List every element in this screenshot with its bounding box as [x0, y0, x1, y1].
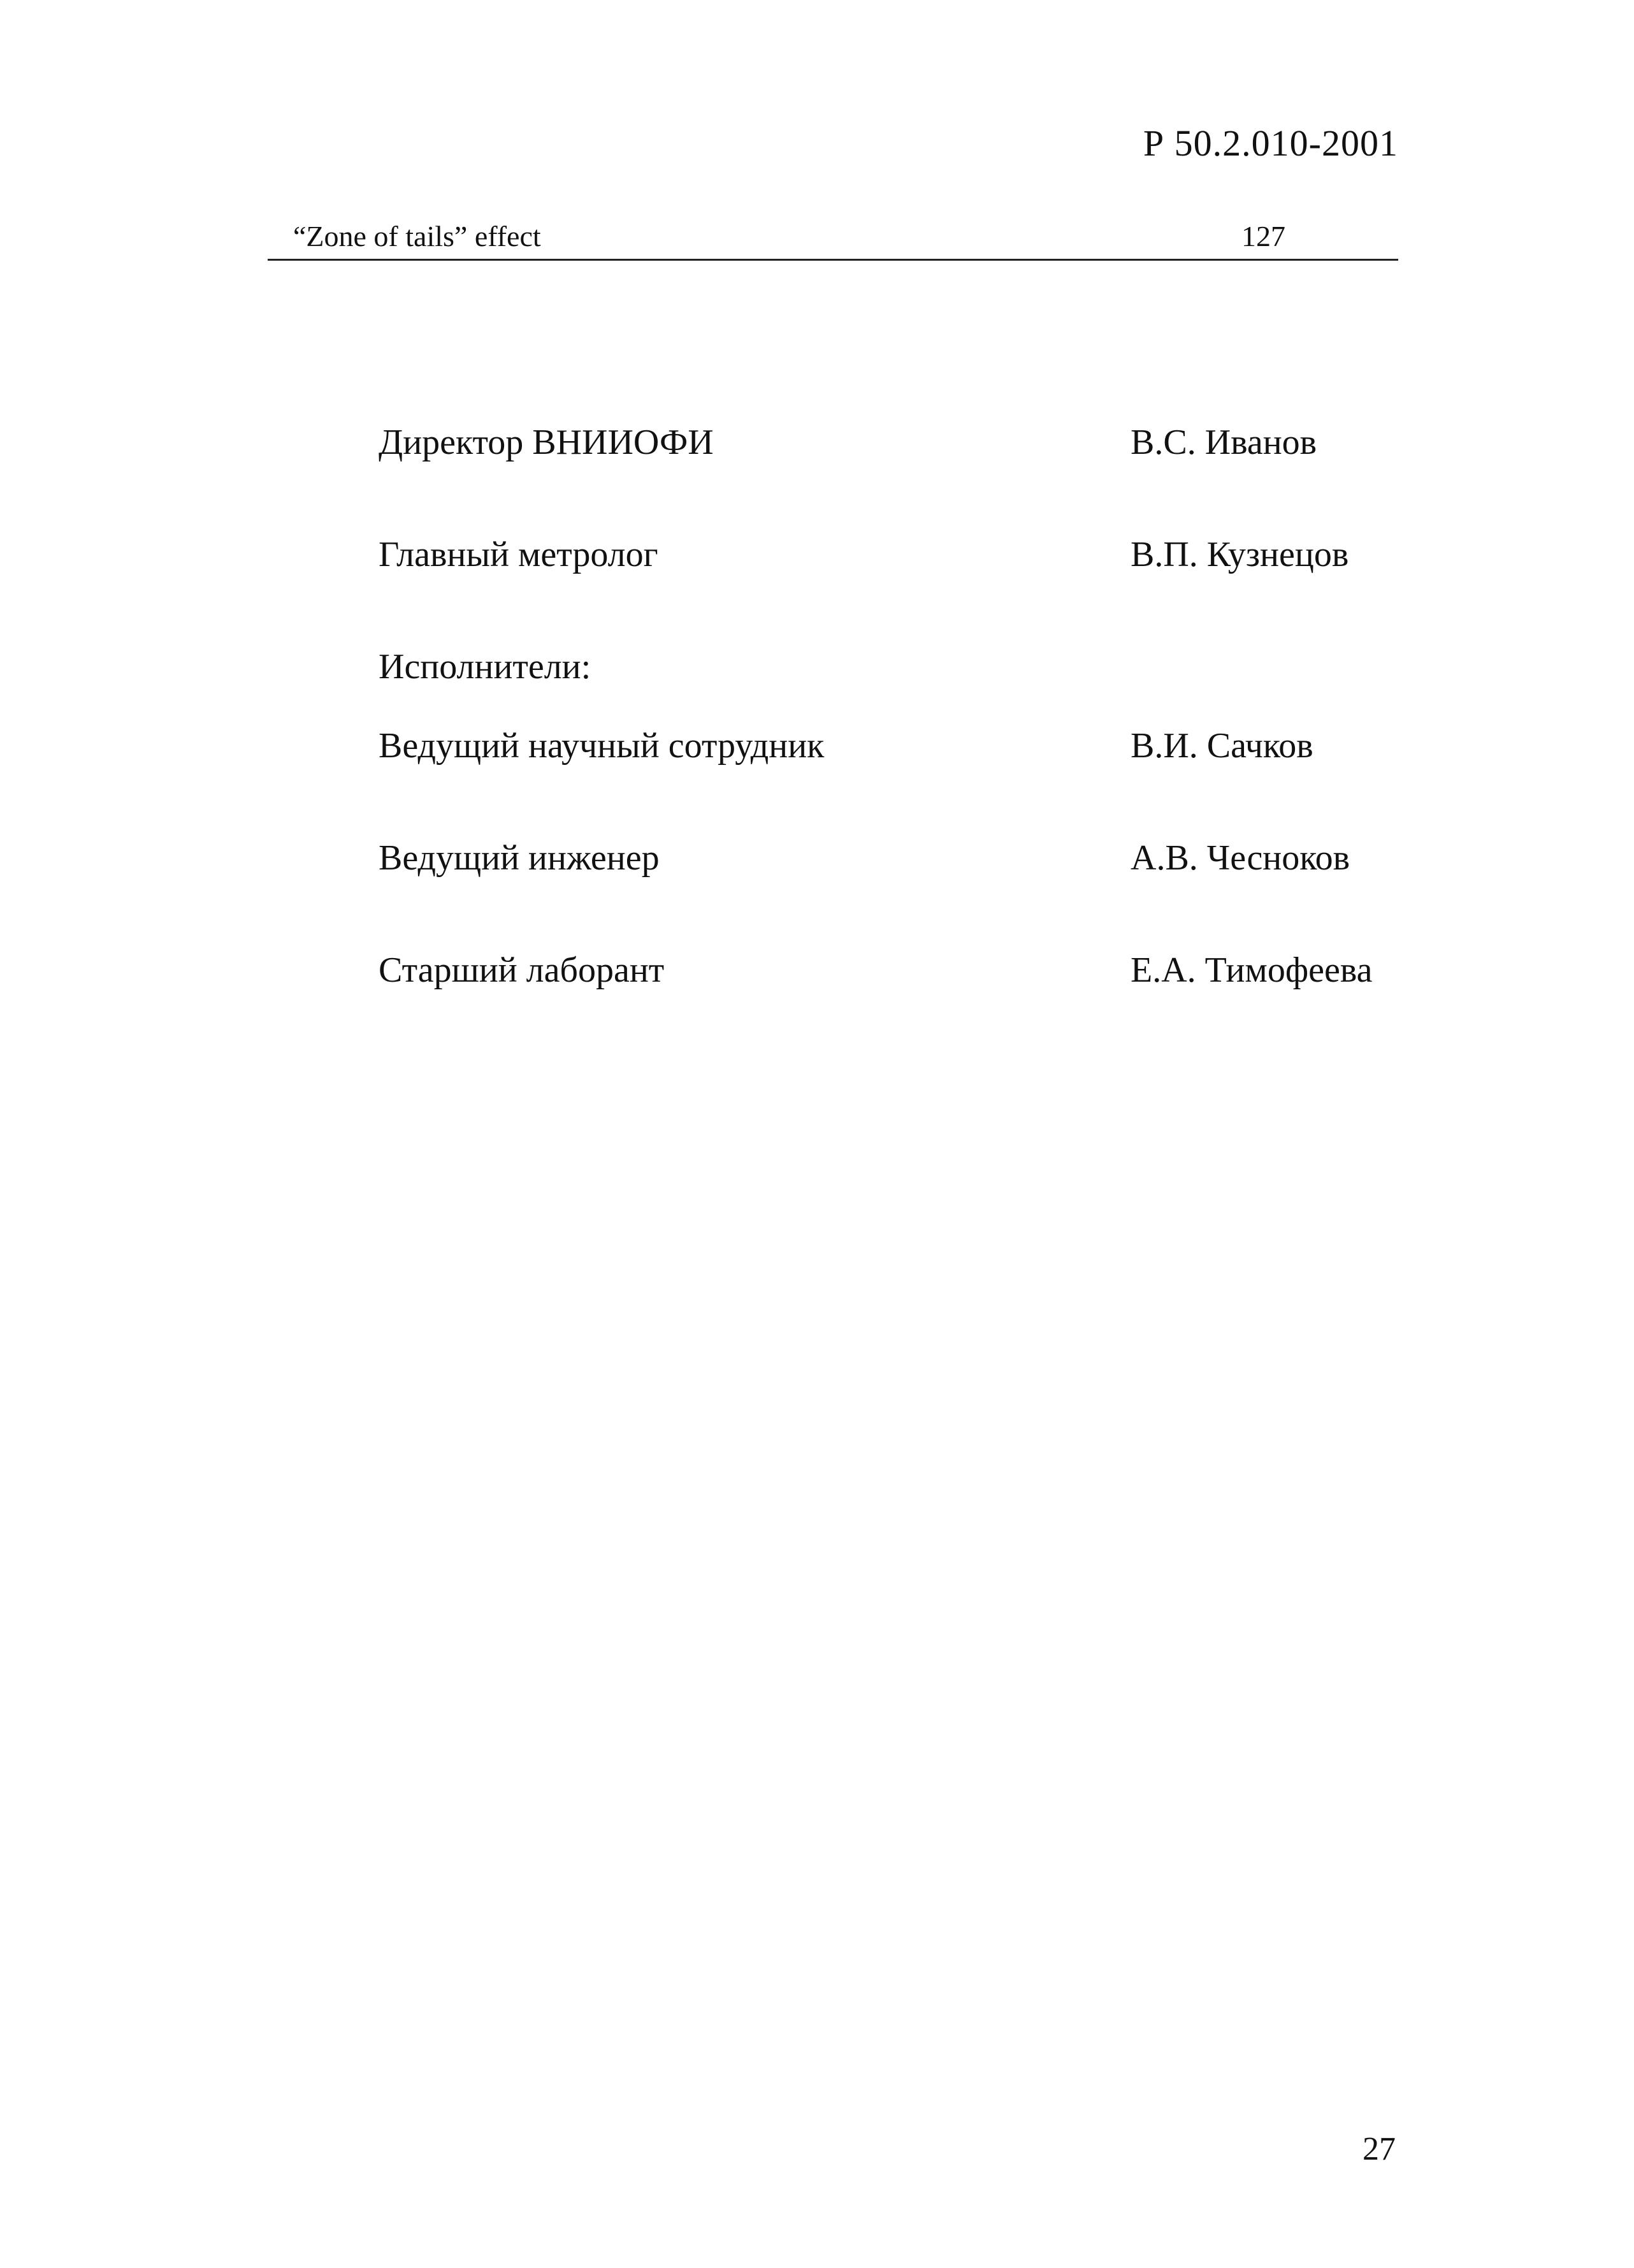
signature-name: В.И. Сачков [1131, 726, 1313, 766]
signature-name: Е.А. Тимофеева [1131, 950, 1373, 990]
signature-name: А.В. Чесноков [1131, 838, 1350, 878]
signature-row-chief-metrologist [379, 537, 1398, 581]
document-code: Р 50.2.010-2001 [1143, 122, 1398, 164]
signature-role: Ведущий научный сотрудник [379, 726, 825, 766]
running-header-title: “Zone of tails” effect [293, 220, 541, 252]
signature-role: Директор ВНИИОФИ [379, 423, 714, 462]
signature-row-executor [379, 952, 1398, 997]
signature-row-director [379, 425, 1398, 469]
signature-role: Главный метролог [379, 535, 658, 574]
signature-role: Старший лаборант [379, 950, 665, 990]
signature-row-executor [379, 840, 1398, 885]
signature-name: В.С. Иванов [1131, 423, 1317, 462]
header-rule [268, 259, 1398, 261]
running-header-number: 127 [1241, 220, 1285, 252]
signature-row-executor [379, 728, 1398, 773]
executors-heading: Исполнители: [379, 647, 591, 687]
signature-name: В.П. Кузнецов [1131, 535, 1349, 574]
page-number: 27 [1363, 2131, 1396, 2167]
running-header [268, 222, 1398, 260]
signature-role: Ведущий инженер [379, 838, 660, 878]
